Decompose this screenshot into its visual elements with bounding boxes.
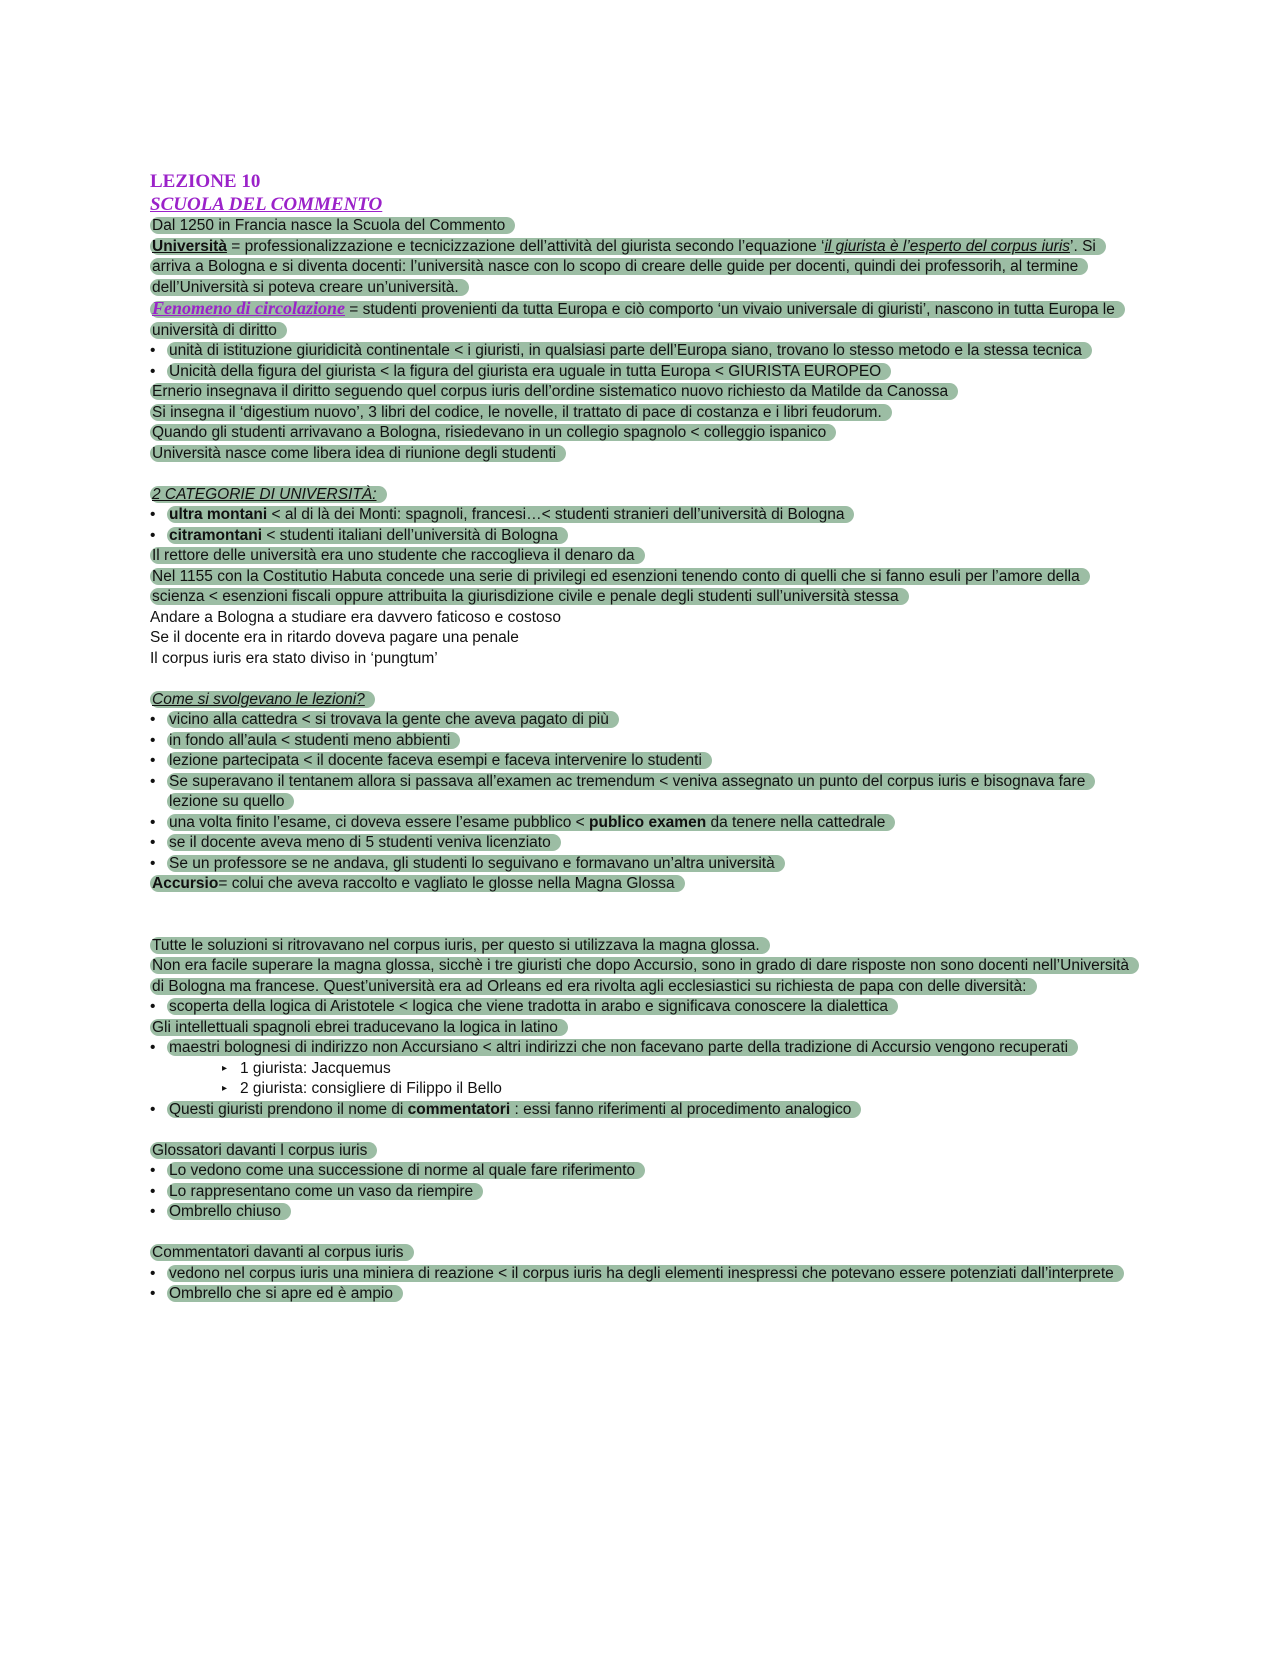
fenomeno-paragraph: Fenomeno di circolazione = studenti provenienti da tutta Europa e ciò comporto ‘un vivaio universale di giuristi’, nascono in tutta Europa le università di diritto [150,298,1130,341]
list-item: • Se un professore se ne andava, gli studenti lo seguivano e formavano un’altra università [150,854,1130,875]
glossatori-list [150,1161,1130,1223]
spacer [150,1223,1130,1244]
list-item: • vedono nel corpus iuris una miniera di reazione < il corpus iuris ha degli elementi inespressi che potevano essere potenziati dall’interprete [150,1264,1130,1285]
categorie-list [150,505,1130,546]
maestri-list [150,1038,1130,1120]
list-item: • ultra montani < al di là dei Monti: spagnoli, francesi…< studenti stranieri dell’università di Bologna [150,505,1130,526]
lezioni-heading: Come si svolgevano le lezioni? [150,690,1130,711]
list-item: • lezione partecipata < il docente faceva esempi e faceva intervenire lo studenti [150,751,1130,772]
spacer [150,464,1130,485]
fenomeno-term: Fenomeno di circolazione [152,298,345,318]
paragraph-line: Il corpus iuris era stato diviso in ‘pungtum’ [150,649,438,667]
list-item: • se il docente aveva meno di 5 studenti veniva licenziato [150,833,1130,854]
sub-list-item: ▸ 2 giurista: consigliere di Filippo il Bello [150,1079,1130,1100]
accursio-line: Accursio= colui che aveva raccolto e vagliato le glosse nella Magna Glossa [150,874,1130,895]
list-item: • scoperta della logica di Aristotele < logica che viene tradotta in arabo e significava conoscere la dialettica [150,997,1130,1018]
aristotele-list [150,997,1130,1018]
document-page [150,170,1130,1305]
paragraph-line: Quando gli studenti arrivavano a Bologna, risiedevano in un collegio spagnolo < colleggio ispanico [150,423,1130,444]
sub-list-item: ▸ 1 giurista: Jacquemus [150,1059,1130,1080]
commentatori-list [150,1264,1130,1305]
commentatori-heading: Commentatori davanti al corpus iuris [150,1243,1130,1264]
paragraph-line: Università nasce come libera idea di riunione degli studenti [150,444,1130,465]
paragraph-line: Nel 1155 con la Costitutio Habuta concede una serie di privilegi ed esenzioni tenendo conto di quelli che si fanno esuli per l’amore della scienza < esenzioni fiscali oppure attribuita la giurisdizione civile e penale degli studenti sull’università stessa [150,567,1130,608]
intro-line: Dal 1250 in Francia nasce la Scuola del Commento [150,216,1130,237]
universita-term: Università [152,237,227,255]
categorie-heading: 2 CATEGORIE DI UNIVERSITÀ: [150,485,1130,506]
spacer [150,669,1130,690]
paragraph-line: Si insegna il ‘digestium nuovo’, 3 libri del codice, le novelle, il trattato di pace di costanza e i libri feudorum. [150,403,1130,424]
lesson-subtitle: SCUOLA DEL COMMENTO [150,194,383,215]
list-item: • unità di istituzione giuridicità continentale < i giuristi, in qualsiasi parte dell’Europa siano, trovano lo stesso metodo e la stessa tecnica [150,341,1130,362]
list-item: • Lo vedono come una successione di norme al quale fare riferimento [150,1161,1130,1182]
spacer [150,1120,1130,1141]
list-item: • maestri bolognesi di indirizzo non Accursiano < altri indirizzi che non facevano parte della tradizione di Accursio vengono recuperati [150,1038,1130,1059]
paragraph-line: Tutte le soluzioni si ritrovavano nel corpus iuris, per questo si utilizzava la magna glossa. [150,936,1130,957]
list-item: • in fondo all’aula < studenti meno abbienti [150,731,1130,752]
lesson-title: LEZIONE 10 [150,171,261,192]
paragraph-line: Gli intellettuali spagnoli ebrei traducevano la logica in latino [150,1018,1130,1039]
list-item: • Unicità della figura del giurista < la figura del giurista era uguale in tutta Europa < GIURISTA EUROPEO [150,362,1130,383]
paragraph-line: Il rettore delle università era uno studente che raccoglieva il denaro da [150,546,1130,567]
list-item: • vicino alla cattedra < si trovava la gente che aveva pagato di più [150,710,1130,731]
paragraph-line: Non era facile superare la magna glossa, sicchè i tre giuristi che dopo Accursio, sono in grado di dare risposte non sono docenti nell’Università di Bologna ma francese. Quest’università era ad Orleans ed era rivolta agli ecclesiastici su richiesta de papa con delle diversità: [150,956,1130,997]
list-item: • una volta finito l’esame, ci doveva essere l’esame pubblico < publico examen da tenere nella cattedrale [150,813,1130,834]
list-item: • Ombrello chiuso [150,1202,1130,1223]
spacer [150,895,1130,936]
list-item: • Lo rappresentano come un vaso da riempire [150,1182,1130,1203]
list-item: • Ombrello che si apre ed è ampio [150,1284,1130,1305]
lezioni-list [150,710,1130,874]
paragraph-line: Andare a Bologna a studiare era davvero faticoso e costoso [150,608,562,626]
paragraph-line: Se il docente era in ritardo doveva pagare una penale [150,629,519,646]
glossatori-heading: Glossatori davanti l corpus iuris [150,1141,1130,1162]
paragraph-line: Ernerio insegnava il diritto seguendo quel corpus iuris dell’ordine sistematico nuovo richiesto da Matilde da Canossa [150,382,1130,403]
list-item: • citramontani < studenti italiani dell’università di Bologna [150,526,1130,547]
universita-quote: il giurista è l’esperto del corpus iuris [824,237,1071,255]
list-item: • Questi giuristi prendono il nome di commentatori : essi fanno riferimenti al procedimento analogico [150,1100,1130,1121]
list-item: • Se superavano il tentanem allora si passava all’examen ac tremendum < veniva assegnato un punto del corpus iuris e bisognava fare lezione su quello [150,772,1130,813]
unita-list [150,341,1130,382]
universita-paragraph: Università = professionalizzazione e tecnicizzazione dell’attività del giurista secondo l’equazione ‘il giurista è l’esperto del corpus iuris’. Si arriva a Bologna e si diventa docenti: l’università nasce con lo scopo di creare delle guide per docenti, quindi dei professorih, al termine dell’Università si poteva creare un’università. [150,237,1130,299]
